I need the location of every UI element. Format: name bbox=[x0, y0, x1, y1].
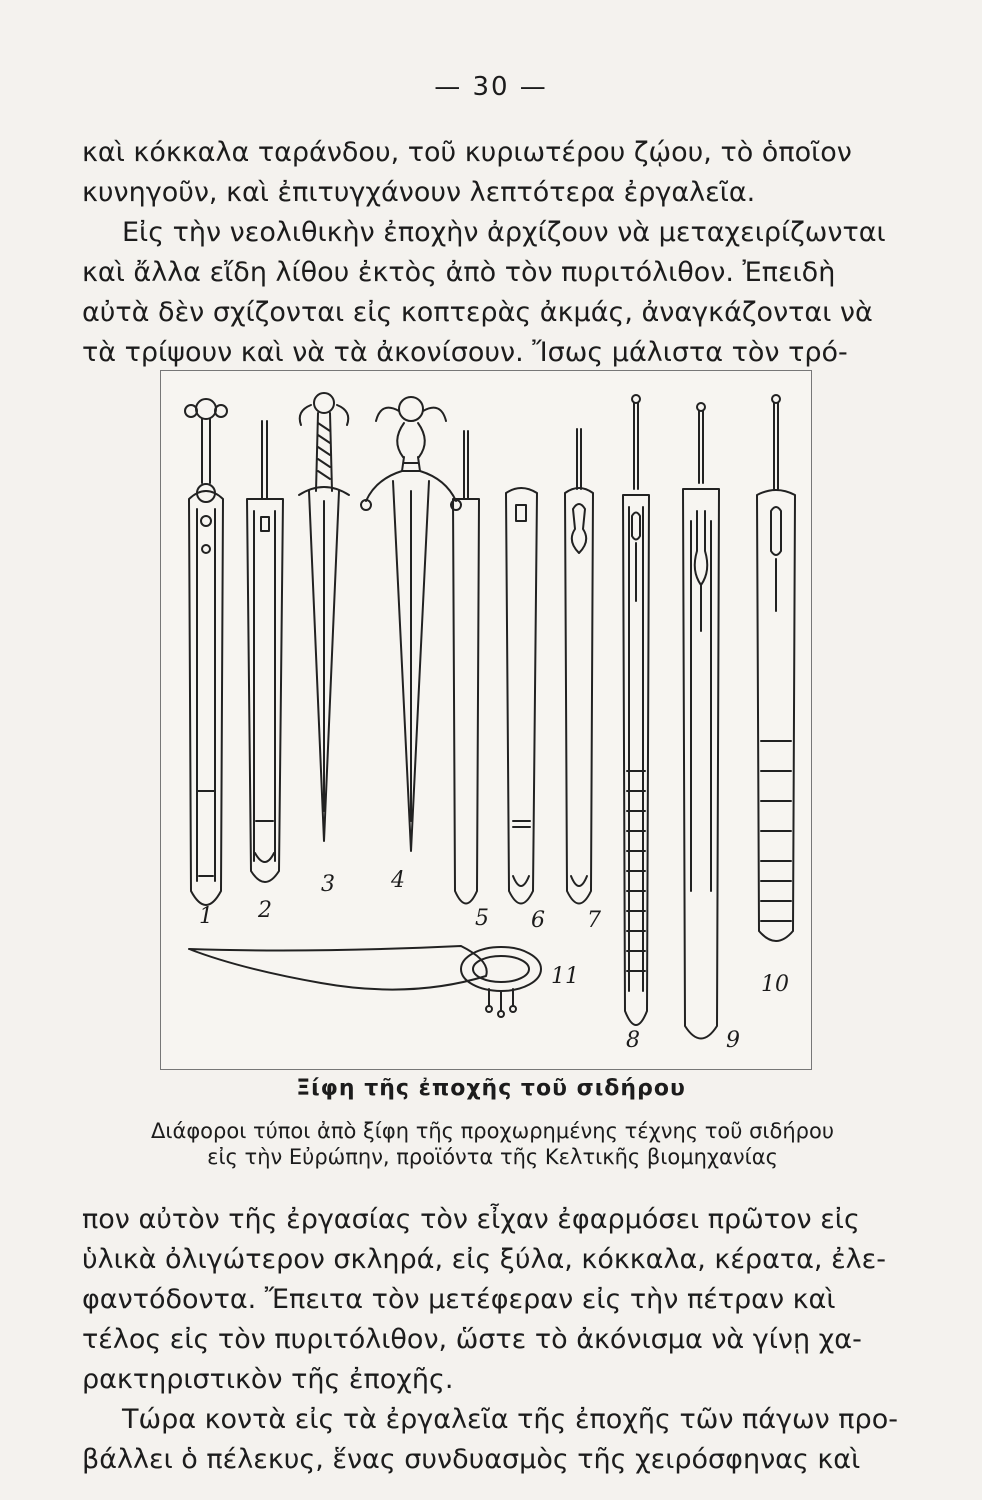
item-number: 7 bbox=[587, 908, 601, 933]
item-number: 3 bbox=[321, 872, 335, 897]
item-number: 4 bbox=[391, 868, 405, 893]
text-line: αὐτὰ δὲν σχίζονται εἰς κοπτερὰς ἀκμάς, ἀναγκάζονται νὰ bbox=[82, 297, 873, 328]
sword-1 bbox=[185, 399, 227, 905]
item-number: 11 bbox=[551, 964, 579, 989]
text-line: πον αὐτὸν τῆς ἐργασίας τὸν εἶχαν ἐφαρμόσει πρῶτον εἰς bbox=[82, 1204, 860, 1235]
paragraph-top bbox=[82, 133, 890, 373]
figure-caption-title: Ξίφη τῆς ἐποχῆς τοῦ σιδήρου bbox=[296, 1076, 686, 1101]
sword-4 bbox=[361, 397, 461, 851]
text-line: Τώρα κοντὰ εἰς τὰ ἐργαλεῖα τῆς ἐποχῆς τῶν πάγων προ- bbox=[122, 1404, 898, 1435]
sword-3 bbox=[299, 393, 349, 841]
figure-caption bbox=[95, 1118, 890, 1170]
paragraph-bottom bbox=[82, 1200, 898, 1480]
sword-10 bbox=[757, 395, 795, 941]
text-line: καὶ κόκκαλα ταράνδου, τοῦ κυριωτέρου ζῴου, τὸ ὁποῖον bbox=[82, 137, 852, 168]
swords-illustration bbox=[160, 370, 812, 1070]
caption-line: εἰς τὴν Εὐρώπην, προϊόντα τῆς Κελτικῆς βιομηχανίας bbox=[207, 1145, 778, 1169]
sword-6 bbox=[506, 488, 537, 904]
item-number: 1 bbox=[199, 904, 213, 929]
item-number: 6 bbox=[531, 908, 545, 933]
sword-7 bbox=[565, 429, 593, 904]
item-number: 2 bbox=[258, 898, 272, 923]
sword-11-curved bbox=[189, 946, 541, 1017]
text-line: τὰ τρίψουν καὶ νὰ τὰ ἀκονίσουν. Ἴσως μάλιστα τὸν τρό- bbox=[82, 337, 848, 368]
item-number: 5 bbox=[475, 906, 489, 931]
sword-8 bbox=[623, 395, 649, 1025]
text-line: καὶ ἄλλα εἴδη λίθου ἐκτὸς ἀπὸ τὸν πυριτόλιθον. Ἐπειδὴ bbox=[82, 257, 836, 288]
text-line: βάλλει ὁ πέλεκυς, ἕνας συνδυασμὸς τῆς χειρόσφηνας καὶ bbox=[82, 1444, 861, 1475]
text-line: Εἰς τὴν νεολιθικὴν ἐποχὴν ἀρχίζουν νὰ μεταχειρίζωνται bbox=[122, 217, 886, 248]
text-line: τέλος εἰς τὸν πυριτόλιθον, ὥστε τὸ ἀκόνισμα νὰ γίνῃ χα- bbox=[82, 1324, 862, 1355]
swords-drawing bbox=[161, 371, 811, 1069]
text-line: ὑλικὰ ὀλιγώτερον σκληρά, εἰς ξύλα, κόκκαλα, κέρατα, ἐλε- bbox=[82, 1244, 886, 1275]
sword-2 bbox=[247, 421, 283, 882]
text-line: φαντόδοντα. Ἔπειτα τὸν μετέφεραν εἰς τὴν πέτραν καὶ bbox=[82, 1284, 836, 1315]
item-number: 9 bbox=[726, 1028, 740, 1053]
page-number: — 30 — bbox=[434, 72, 548, 102]
text-line: κυνηγοῦν, καὶ ἐπιτυγχάνουν λεπτότερα ἐργαλεῖα. bbox=[82, 177, 756, 208]
item-number: 8 bbox=[626, 1028, 640, 1053]
item-number: 10 bbox=[761, 972, 789, 997]
caption-line: Διάφοροι τύποι ἀπὸ ξίφη τῆς προχωρημένης τέχνης τοῦ σιδήρου bbox=[151, 1119, 834, 1143]
text-line: ρακτηριστικὸν τῆς ἐποχῆς. bbox=[82, 1364, 454, 1395]
sword-5 bbox=[453, 431, 479, 904]
sword-9 bbox=[683, 403, 719, 1039]
